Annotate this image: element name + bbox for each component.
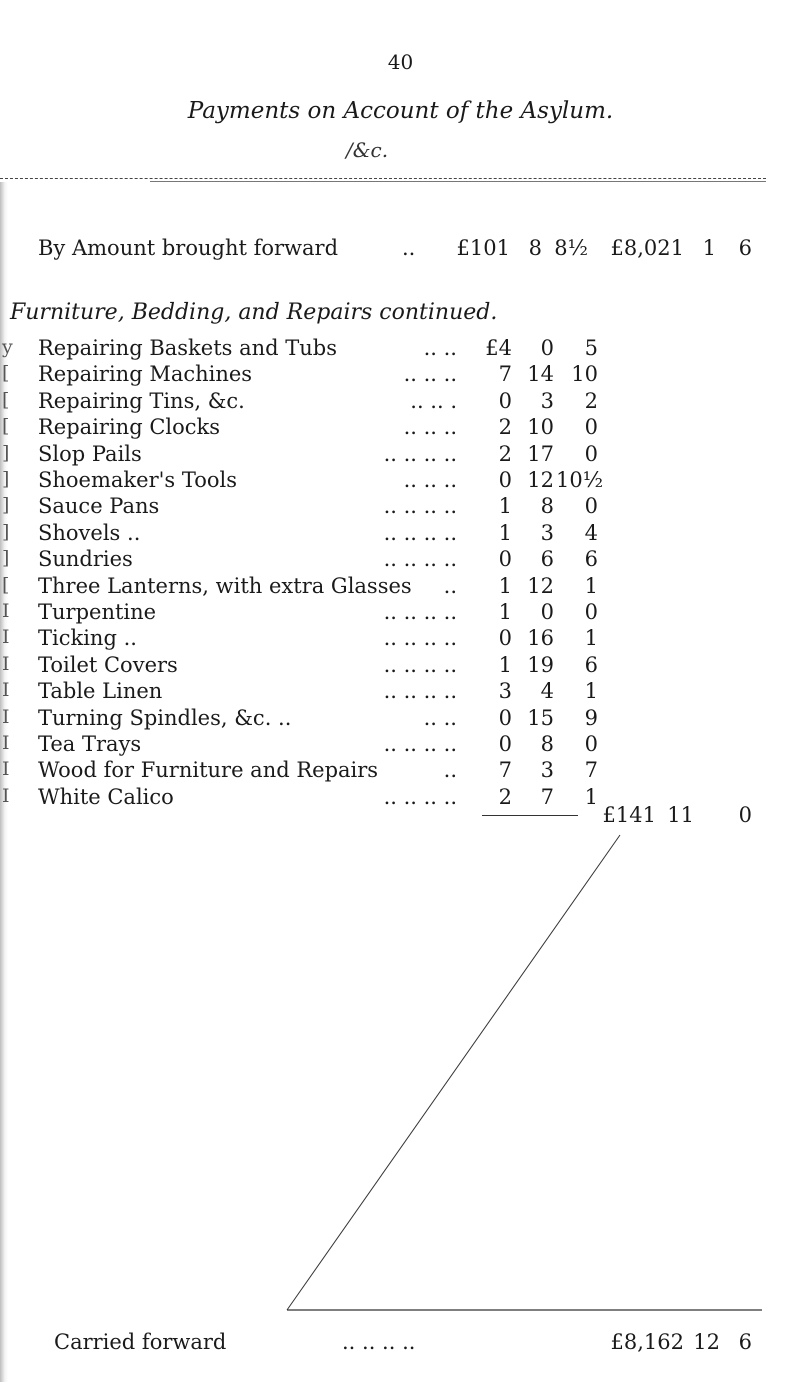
item-pounds: 7 — [498, 758, 512, 782]
item-label: Repairing Clocks — [38, 415, 221, 439]
item-shillings: 12 — [527, 574, 554, 598]
item-leader: .. .. — [423, 706, 457, 730]
item-shillings: 6 — [540, 547, 554, 571]
page-title: Payments on Account of the Asylum. — [187, 98, 614, 124]
left-edge-mark: ] — [2, 494, 10, 516]
heading-mark: /&c. — [346, 138, 389, 162]
item-pence: 6 — [584, 653, 598, 677]
item-shillings: 8 — [540, 732, 554, 756]
item-leader: .. — [443, 758, 457, 782]
item-label: White Calico — [38, 785, 174, 809]
brought-forward-pence-b: 6 — [738, 236, 752, 260]
item-pounds: 1 — [498, 521, 512, 545]
item-pounds: 1 — [498, 653, 512, 677]
item-pence: 5 — [584, 336, 598, 360]
item-shillings: 7 — [540, 785, 554, 809]
section-total-pence: 0 — [738, 803, 752, 827]
carried-forward-label: Carried forward — [54, 1330, 227, 1354]
item-leader: .. .. .. .. — [383, 600, 457, 624]
left-edge-mark: I — [2, 706, 10, 728]
item-shillings: 14 — [527, 362, 554, 386]
item-label: Ticking .. — [38, 626, 137, 650]
brought-forward-label: By Amount brought forward — [38, 236, 339, 260]
brought-forward-shillings-b: 1 — [702, 236, 716, 260]
item-leader: .. .. . — [410, 389, 457, 413]
brought-forward-pounds-a: £101 — [456, 236, 510, 260]
left-edge-mark: [ — [2, 362, 10, 384]
item-label: Tea Trays — [38, 732, 142, 756]
carried-forward-shillings: 12 — [693, 1330, 720, 1354]
item-pence: 1 — [584, 785, 598, 809]
item-shillings: 4 — [540, 679, 554, 703]
item-pence: 1 — [584, 626, 598, 650]
item-shillings: 0 — [540, 336, 554, 360]
item-shillings: 3 — [540, 521, 554, 545]
item-pence: 1 — [584, 574, 598, 598]
left-edge-mark: [ — [2, 574, 10, 596]
item-pounds: 7 — [498, 362, 512, 386]
carried-forward-pence: 6 — [738, 1330, 752, 1354]
item-pence: 0 — [584, 732, 598, 756]
carried-forward-pounds: £8,162 — [610, 1330, 684, 1354]
cancel-diagonal — [287, 835, 620, 1310]
item-label: Sauce Pans — [38, 494, 160, 518]
left-edge-mark: ] — [2, 547, 10, 569]
item-pounds: 0 — [498, 468, 512, 492]
item-label: Shoemaker's Tools — [38, 468, 237, 492]
item-pence: 10 — [571, 362, 598, 386]
item-leader: .. .. .. .. — [383, 547, 457, 571]
item-pence: 9 — [584, 706, 598, 730]
item-pounds: 0 — [498, 732, 512, 756]
item-pounds: 1 — [498, 494, 512, 518]
section-heading: Furniture, Bedding, and Repairs continued. — [10, 300, 498, 325]
item-pounds: 0 — [498, 389, 512, 413]
item-shillings: 3 — [540, 389, 554, 413]
left-edge-mark: ] — [2, 521, 10, 543]
item-shillings: 0 — [540, 600, 554, 624]
item-label: Repairing Machines — [38, 362, 253, 386]
item-pounds: 2 — [498, 442, 512, 466]
item-label: Toilet Covers — [38, 653, 178, 677]
left-edge-mark: I — [2, 758, 10, 780]
item-shillings: 3 — [540, 758, 554, 782]
item-leader: .. .. .. .. — [383, 653, 457, 677]
item-shillings: 16 — [527, 626, 554, 650]
item-label: Slop Pails — [38, 442, 142, 466]
item-leader: .. .. .. .. — [383, 626, 457, 650]
item-pence: 0 — [584, 600, 598, 624]
item-shillings: 10 — [527, 415, 554, 439]
item-shillings: 8 — [540, 494, 554, 518]
item-label: Three Lanterns, with extra Glasses — [38, 574, 412, 598]
item-pence: 0 — [584, 494, 598, 518]
item-pence: 4 — [584, 521, 598, 545]
left-edge-mark: y — [2, 336, 13, 358]
item-pounds: 2 — [498, 415, 512, 439]
item-pence: 0 — [584, 442, 598, 466]
item-leader: .. .. .. — [403, 362, 457, 386]
left-edge-mark: I — [2, 732, 10, 754]
left-edge-mark: [ — [2, 389, 10, 411]
item-leader: .. .. .. — [403, 468, 457, 492]
carried-forward-leader: .. .. .. .. — [342, 1330, 416, 1354]
item-shillings: 17 — [527, 442, 554, 466]
item-pounds: 0 — [498, 547, 512, 571]
item-pounds: 3 — [498, 679, 512, 703]
item-leader: .. — [443, 574, 457, 598]
left-edge-mark: I — [2, 785, 10, 807]
brought-forward-pounds-b: £8,021 — [610, 236, 684, 260]
left-edge-mark: ] — [2, 442, 10, 464]
section-total-shillings: 11 — [667, 803, 694, 827]
item-label: Sundries — [38, 547, 133, 571]
item-pence: 1 — [584, 679, 598, 703]
section-total-pounds: £141 — [602, 803, 656, 827]
item-pounds: 1 — [498, 574, 512, 598]
brought-forward-leader: .. — [402, 236, 416, 260]
item-label: Repairing Baskets and Tubs — [38, 336, 338, 360]
item-label: Repairing Tins, &c. — [38, 389, 245, 413]
item-leader: .. .. .. — [403, 415, 457, 439]
item-pence: 6 — [584, 547, 598, 571]
item-label: Turpentine — [38, 600, 157, 624]
item-pounds: 0 — [498, 706, 512, 730]
item-label: Wood for Furniture and Repairs — [38, 758, 379, 782]
page-number: 40 — [387, 50, 414, 74]
item-leader: .. .. .. .. — [383, 732, 457, 756]
item-pounds: 0 — [498, 626, 512, 650]
left-edge-mark: I — [2, 600, 10, 622]
left-edge-mark: I — [2, 679, 10, 701]
item-pence: 2 — [584, 389, 598, 413]
item-leader: .. .. — [423, 336, 457, 360]
item-pounds: 1 — [498, 600, 512, 624]
item-shillings: 12 — [527, 468, 554, 492]
item-pence: 7 — [584, 758, 598, 782]
left-edge-mark: ] — [2, 468, 10, 490]
item-leader: .. .. .. .. — [383, 442, 457, 466]
item-pence: 10½ — [556, 468, 604, 492]
item-leader: .. .. .. .. — [383, 679, 457, 703]
brought-forward-shillings-a: 8 — [528, 236, 542, 260]
item-pounds: £4 — [485, 336, 512, 360]
item-leader: .. .. .. .. — [383, 494, 457, 518]
left-edge-mark: I — [2, 626, 10, 648]
item-pounds: 2 — [498, 785, 512, 809]
item-pence: 0 — [584, 415, 598, 439]
item-leader: .. .. .. .. — [383, 785, 457, 809]
item-shillings: 15 — [527, 706, 554, 730]
brought-forward-pence-a: 8½ — [554, 236, 588, 260]
item-label: Table Linen — [38, 679, 163, 703]
left-edge-mark: I — [2, 653, 10, 675]
item-label: Turning Spindles, &c. .. — [38, 706, 292, 730]
item-shillings: 19 — [527, 653, 554, 677]
item-label: Shovels .. — [38, 521, 141, 545]
item-leader: .. .. .. .. — [383, 521, 457, 545]
left-edge-mark: [ — [2, 415, 10, 437]
